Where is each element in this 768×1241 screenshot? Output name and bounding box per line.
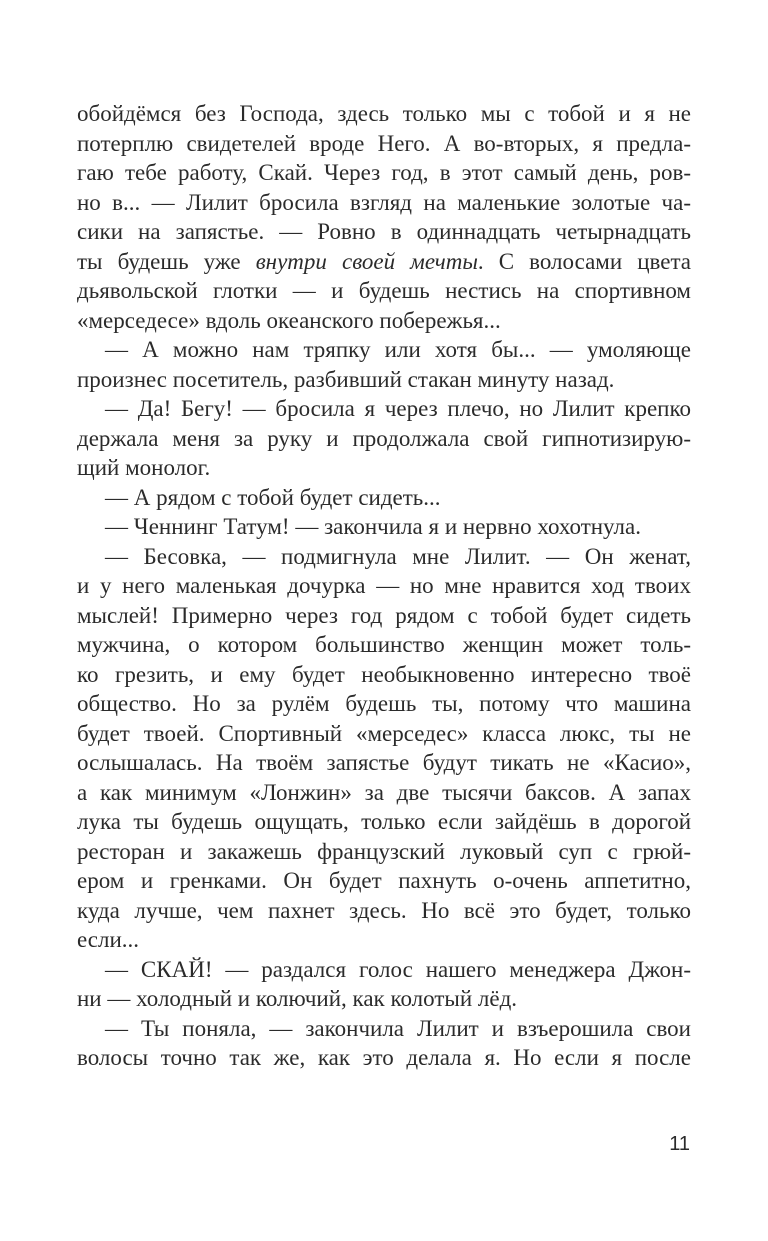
text-line: [77, 247, 691, 277]
book-page-text: [77, 99, 691, 1073]
text-line: сики на запястье. — Ровно в одиннадцать четырнадцать: [77, 219, 691, 244]
text-line: — А можно нам тряпку или хотя бы... — умоляюще: [105, 337, 691, 362]
text-line: — Да! Бегу! — бросила я через плечо, но Лилит крепко: [105, 396, 691, 421]
text-line: потерплю свидетелей вроде Него. А во-вторых, я предла-: [77, 130, 691, 156]
text-line: ко грезить, и ему будет необыкновенно интересно твоё: [77, 661, 691, 687]
text-line: но в... — Лилит бросила взгляд на маленькие золотые ча-: [77, 189, 691, 215]
text-line: произнес посетитель, разбивший стакан минуту назад.: [77, 366, 615, 392]
text-line: гаю тебе работу, Скай. Через год, в этот самый день, ров-: [77, 160, 691, 185]
text-line: и у него маленькая дочурка — но мне нравится ход твоих: [77, 573, 691, 598]
text-line: — Ты поняла, — закончила Лилит и взъерошила свои: [105, 1015, 691, 1041]
text-line: — Бесовка, — подмигнула мне Лилит. — Он женат,: [105, 543, 691, 569]
text-line: волосы точно так же, как это делала я. Но если я после: [77, 1045, 691, 1070]
text-line: щий монолог.: [77, 455, 211, 480]
text-line: — А рядом с тобой будет сидеть...: [105, 484, 441, 510]
text-line: лука ты будешь ощущать, только если зайдёшь в дорогой: [77, 809, 691, 834]
page-number: 11: [669, 1133, 690, 1155]
text-line: обойдёмся без Господа, здесь только мы с тобой и я не: [77, 101, 691, 126]
italic-phrase: внутри своей мечты: [255, 248, 478, 274]
text-line: ослышалась. На твоём запястье будут тикать не «Касио»,: [77, 750, 691, 775]
text-line: мыслей! Примерно через год рядом с тобой будет сидеть: [77, 602, 691, 628]
text-line: а как минимум «Лонжин» за две тысячи баксов. А запах: [77, 779, 691, 805]
text-line: если...: [77, 927, 140, 952]
text-segment: ты будешь уже: [77, 248, 256, 274]
text-line: держала меня за руку и продолжала свой гипнотизирую-: [77, 425, 691, 451]
text-segment: . С волосами цвета: [477, 248, 691, 274]
text-line: — Ченнинг Татум! — закончила я и нервно хохотнула.: [105, 514, 641, 539]
text-line: будет твоей. Спортивный «мерседес» класса люкс, ты не: [77, 720, 691, 746]
text-line: ером и гренками. Он будет пахнуть о-очень аппетитно,: [77, 868, 691, 893]
text-line: — СКАЙ! — раздался голос нашего менеджера Джон-: [105, 956, 691, 982]
text-line: ресторан и закажешь французский луковый суп с грюй-: [77, 838, 691, 864]
text-line: «мерседесе» вдоль океанского побережья...: [77, 307, 501, 333]
text-line: дьявольской глотки — и будешь нестись на спортивном: [77, 278, 691, 303]
text-line: куда лучше, чем пахнет здесь. Но всё это будет, только: [77, 897, 691, 923]
text-line: мужчина, о котором большинство женщин может толь-: [77, 632, 691, 657]
text-line: ни — холодный и колючий, как колотый лёд.: [77, 986, 518, 1011]
text-line: общество. Но за рулём будешь ты, потому что машина: [77, 691, 691, 716]
